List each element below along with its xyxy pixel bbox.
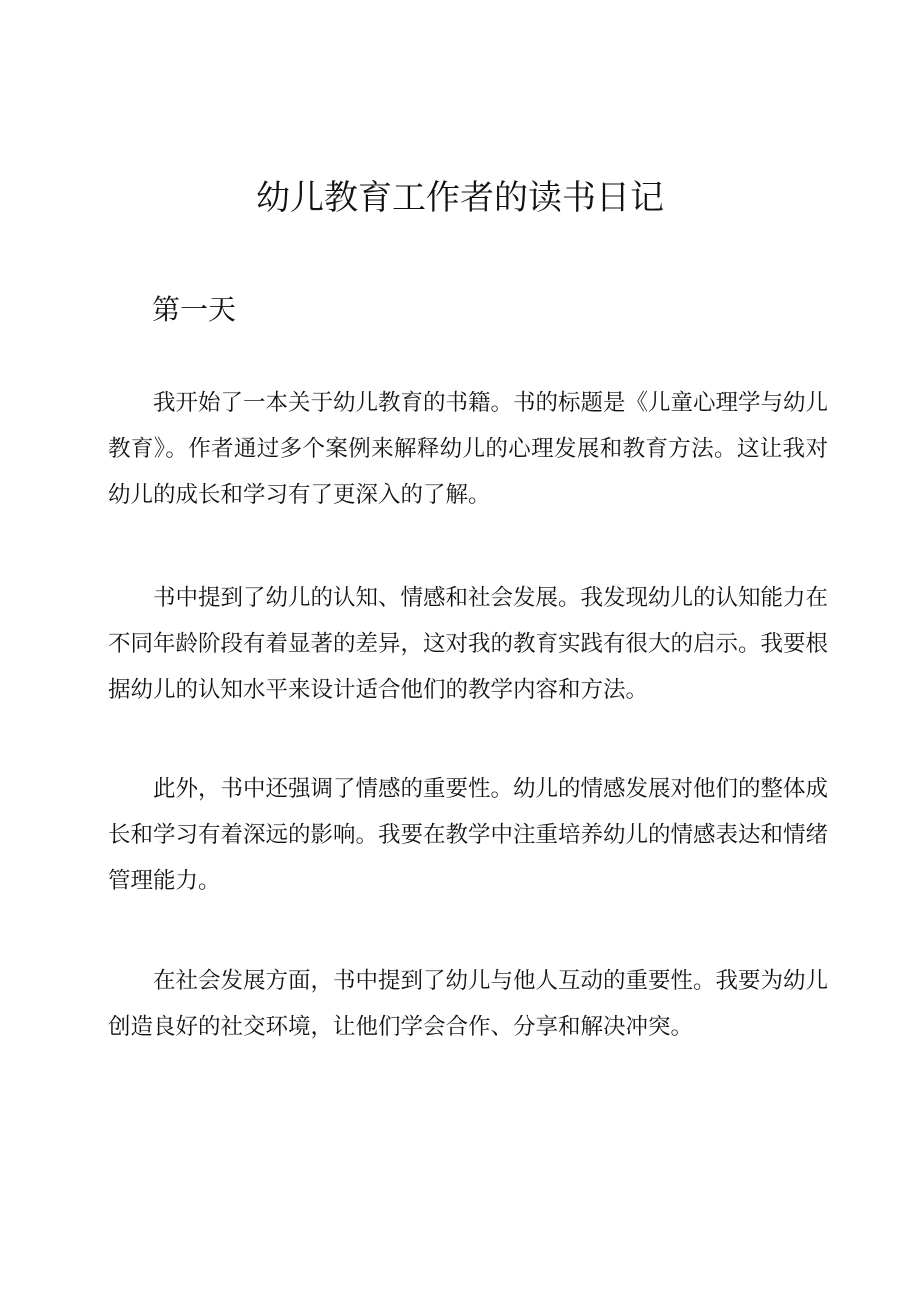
section-heading-day-one: 第一天 (152, 293, 237, 326)
paragraph-1: 我开始了一本关于幼儿教育的书籍。书的标题是《儿童心理学与幼儿教育》。作者通过多个案例来解释幼儿的心理发展和教育方法。这让我对幼儿的成长和学习有了更深入的了解。 (108, 390, 829, 508)
paragraph-4: 在社会发展方面，书中提到了幼儿与他人互动的重要性。我要为幼儿创造良好的社交环境，让他们学会合作、分享和解决冲突。 (108, 968, 829, 1040)
paragraph-3: 此外，书中还强调了情感的重要性。幼儿的情感发展对他们的整体成长和学习有着深远的影响。我要在教学中注重培养幼儿的情感表达和情绪管理能力。 (108, 776, 829, 894)
paragraph-2: 书中提到了幼儿的认知、情感和社会发展。我发现幼儿的认知能力在不同年龄阶段有着显著的差异，这对我的教育实践有很大的启示。我要根据幼儿的认知水平来设计适合他们的教学内容和方法。 (108, 585, 829, 703)
document-title: 幼儿教育工作者的读书日记 (256, 178, 664, 218)
